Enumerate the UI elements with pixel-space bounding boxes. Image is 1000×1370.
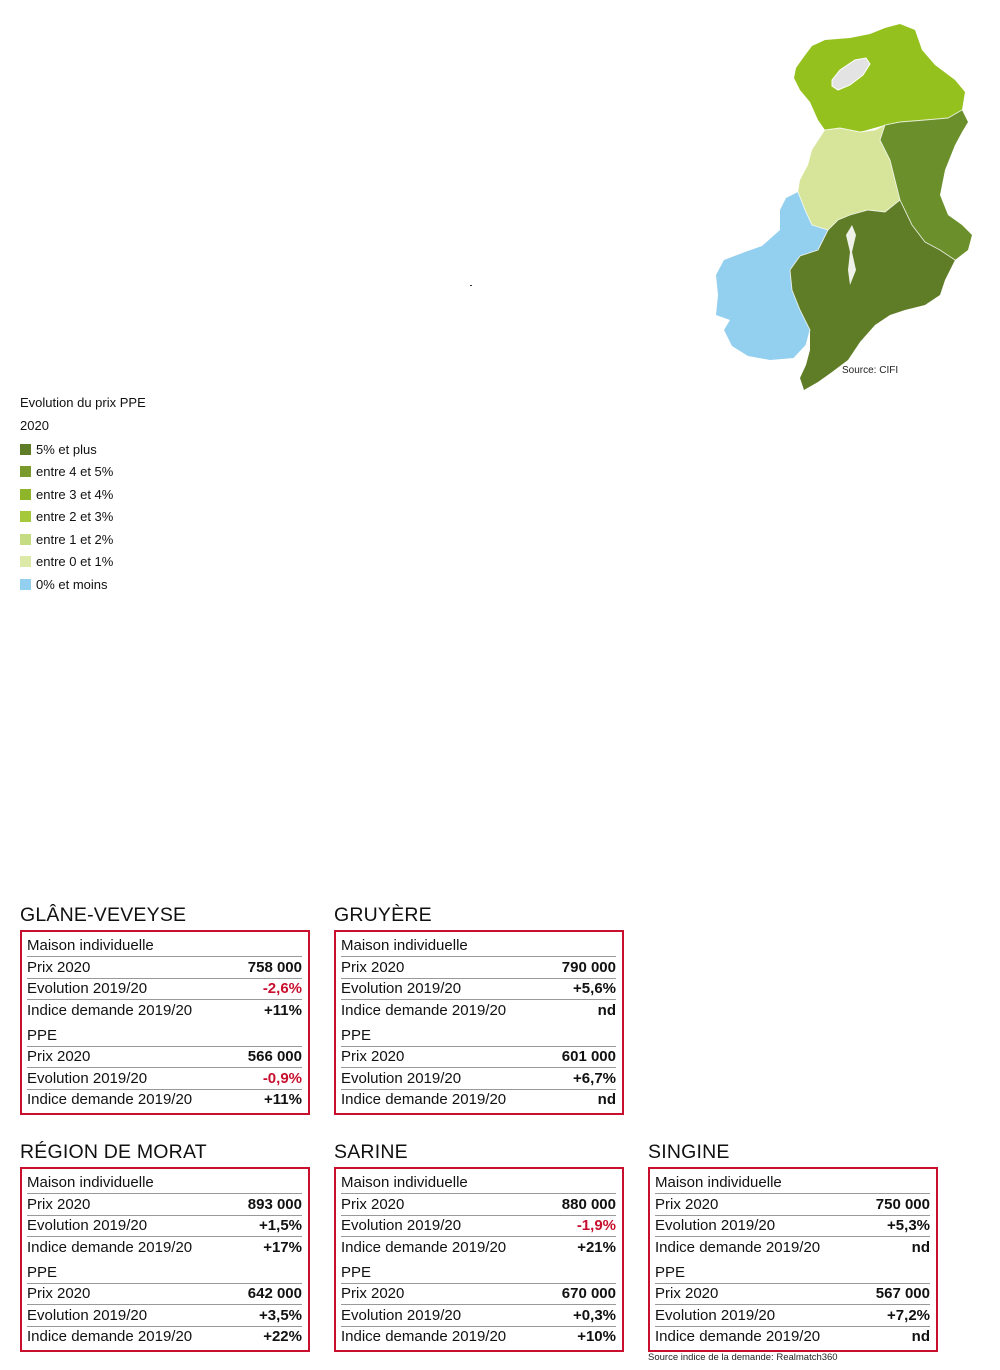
stat-row [341,956,616,978]
stat-row [341,1304,616,1326]
stat-label: Evolution 2019/20 [655,1306,776,1324]
region-card [648,1167,938,1352]
legend-swatch [20,489,31,500]
stat-value: +3,5% [259,1306,302,1324]
stat-label: Prix 2020 [341,1195,405,1213]
stat-label: Prix 2020 [341,1048,405,1066]
stat-row [655,1193,930,1215]
stat-row [27,1067,302,1089]
region-title: SINGINE [648,1141,730,1163]
stat-label: Prix 2020 [341,958,405,976]
legend-item [20,528,146,551]
legend-item [20,438,146,461]
legend-label: entre 3 et 4% [36,486,114,502]
stat-value: 601 000 [561,1048,616,1066]
stat-row [655,1304,930,1326]
stat-label: Prix 2020 [341,1285,405,1303]
stat-row [341,1067,616,1089]
legend-swatch [20,556,31,567]
stat-label: Prix 2020 [27,1195,91,1213]
stat-value: +21% [577,1238,616,1256]
stat-value: +7,2% [887,1306,930,1324]
stat-label: Indice demande 2019/20 [341,1328,507,1346]
region-panel [334,902,624,1115]
stat-value: +5,6% [573,980,616,998]
stat-row [341,978,616,1000]
legend-item [20,483,146,506]
stat-label: Indice demande 2019/20 [341,1091,507,1109]
stat-row [27,978,302,1000]
section-ppe: PPE [655,1263,686,1281]
section-maison: Maison individuelle [341,1174,468,1191]
stat-row [341,1046,616,1068]
stat-row [655,1283,930,1305]
stat-row [341,999,616,1021]
stat-value: nd [597,1001,616,1019]
stat-row [27,1046,302,1068]
region-card [334,930,624,1115]
stat-value: 758 000 [247,958,302,976]
stat-label: Prix 2020 [27,1048,91,1066]
stat-row [27,1215,302,1237]
region-title: SARINE [334,1141,408,1163]
section-ppe: PPE [27,1263,58,1281]
section-ppe: PPE [341,1263,372,1281]
stat-row [341,1326,616,1348]
legend-year: 2020 [20,418,49,433]
stat-row [341,1236,616,1258]
stat-label: Prix 2020 [655,1195,719,1213]
legend-item [20,551,146,574]
region-panel [20,902,310,1115]
stat-row [27,1193,302,1215]
map-region-lac [794,24,965,132]
stat-value: +5,3% [887,1217,930,1235]
legend-label: entre 0 et 1% [36,554,114,570]
stat-value: +10% [577,1328,616,1346]
stat-row [655,1236,930,1258]
stat-row [27,956,302,978]
section-maison: Maison individuelle [27,937,154,954]
region-card [20,1167,310,1352]
stat-row [27,1283,302,1305]
stat-label: Evolution 2019/20 [341,1217,462,1235]
stat-value: +17% [263,1238,302,1256]
stat-label: Evolution 2019/20 [341,1069,462,1087]
stat-value: +6,7% [573,1069,616,1087]
stat-label: Indice demande 2019/20 [27,1238,193,1256]
section-ppe: PPE [27,1026,58,1044]
legend-swatch [20,579,31,590]
stat-row [655,1326,930,1348]
legend-label: 5% et plus [36,441,97,457]
stat-label: Indice demande 2019/20 [27,1001,193,1019]
stat-label: Evolution 2019/20 [27,1069,148,1087]
legend-swatch [20,534,31,545]
stat-value: nd [597,1091,616,1109]
legend-label: entre 4 et 5% [36,464,114,480]
stat-row [341,1283,616,1305]
stat-row [655,1215,930,1237]
region-card [20,930,310,1115]
legend-item [20,461,146,484]
stat-value: 566 000 [247,1048,302,1066]
section-maison: Maison individuelle [341,937,468,954]
stat-value: +11% [264,1091,302,1109]
legend-swatch [20,511,31,522]
section-maison: Maison individuelle [655,1174,782,1191]
stat-label: Prix 2020 [27,1285,91,1303]
stat-row [27,1236,302,1258]
stat-label: Prix 2020 [655,1285,719,1303]
region-title: GLÂNE-VEVEYSE [20,904,187,926]
stat-row [27,1089,302,1111]
region-title: RÉGION DE MORAT [20,1141,207,1163]
stat-value: 642 000 [247,1285,302,1303]
stat-value: +22% [263,1328,302,1346]
demand-source: Source indice de la demande: Realmatch360 [648,1352,838,1363]
stat-label: Indice demande 2019/20 [341,1001,507,1019]
stat-label: Indice demande 2019/20 [27,1091,193,1109]
stat-row [341,1193,616,1215]
stat-value: nd [911,1328,930,1346]
stat-value: 670 000 [561,1285,616,1303]
region-title: GRUYÈRE [334,904,432,926]
stat-value: 880 000 [561,1195,616,1213]
region-card [334,1167,624,1352]
stat-value: 750 000 [875,1195,930,1213]
stat-label: Evolution 2019/20 [27,1217,148,1235]
legend-swatch [20,466,31,477]
stat-value: 790 000 [561,958,616,976]
legend-item [20,573,146,596]
stat-value: -0,9% [262,1069,302,1087]
stat-label: Indice demande 2019/20 [655,1238,821,1256]
legend-label: 0% et moins [36,576,108,592]
region-panel [648,1139,938,1352]
stat-row [341,1089,616,1111]
stat-label: Indice demande 2019/20 [341,1238,507,1256]
stat-value: 893 000 [247,1195,302,1213]
stat-value: -1,9% [576,1217,616,1235]
legend-label: entre 2 et 3% [36,509,114,525]
stat-label: Indice demande 2019/20 [655,1328,821,1346]
stat-label: Evolution 2019/20 [341,980,462,998]
stat-value: nd [911,1238,930,1256]
stat-row [27,999,302,1021]
stat-value: +1,5% [259,1217,302,1235]
legend-item [20,506,146,529]
stat-value: 567 000 [875,1285,930,1303]
stat-label: Prix 2020 [27,958,91,976]
region-panel [20,1139,310,1352]
section-maison: Maison individuelle [27,1174,154,1191]
stat-row [27,1326,302,1348]
region-panel [334,1139,624,1352]
stat-label: Evolution 2019/20 [655,1217,776,1235]
map-source: Source: CIFI [842,365,899,376]
stat-row [27,1304,302,1326]
stat-value: +0,3% [573,1306,616,1324]
legend-label: entre 1 et 2% [36,531,114,547]
stat-value: -2,6% [262,980,302,998]
stat-label: Evolution 2019/20 [27,1306,148,1324]
stat-label: Evolution 2019/20 [27,980,148,998]
map-legend [20,394,146,596]
stray-mark [470,285,472,286]
stat-row [341,1215,616,1237]
canton-map [700,20,990,400]
stat-label: Indice demande 2019/20 [27,1328,193,1346]
stat-label: Evolution 2019/20 [341,1306,462,1324]
legend-swatch [20,444,31,455]
stat-value: +11% [264,1001,302,1019]
section-ppe: PPE [341,1026,372,1044]
legend-title: Evolution du prix PPE [20,395,146,410]
